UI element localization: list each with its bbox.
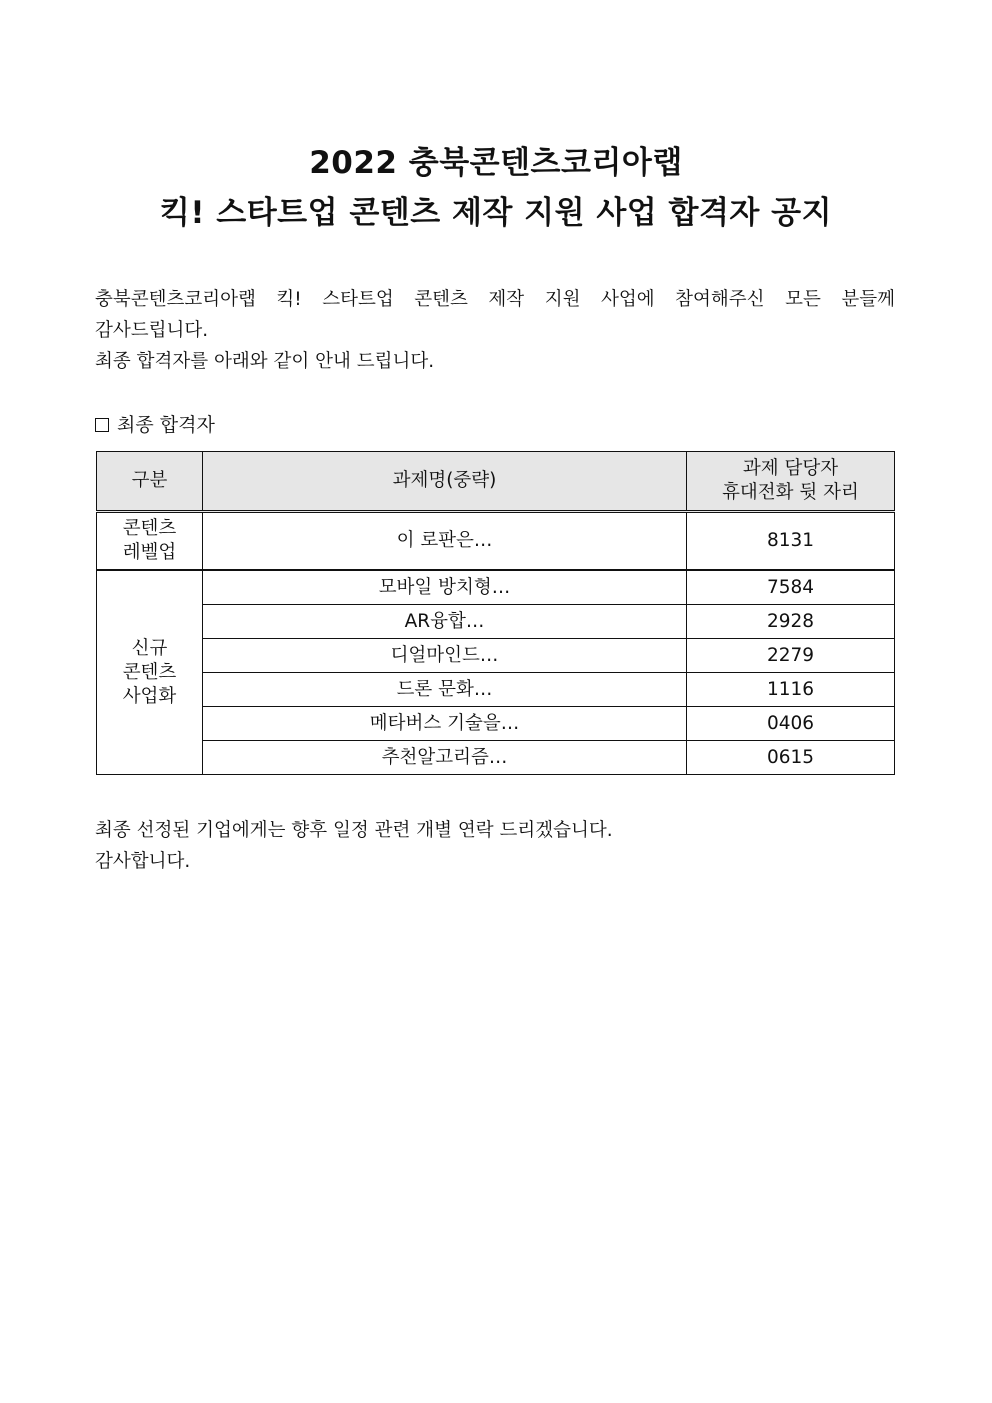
category-line: 사업화 bbox=[122, 685, 177, 707]
table-row bbox=[97, 673, 895, 707]
phone-cell: 7584 bbox=[687, 570, 895, 605]
page-title-line2: 킥! 스타트업 콘텐츠 제작 지원 사업 합격자 공지 bbox=[159, 195, 833, 231]
header-phone-line1: 과제 담당자 bbox=[742, 458, 839, 479]
closing-line-2: 감사합니다. bbox=[95, 851, 191, 872]
project-title-cell: AR융합… bbox=[203, 605, 687, 639]
section-heading bbox=[95, 410, 215, 437]
category-line: 콘텐츠 bbox=[122, 518, 177, 539]
project-title-cell: 메타버스 기술을… bbox=[203, 707, 687, 741]
project-title-cell: 이 로판은… bbox=[203, 512, 687, 571]
category-line: 레벨업 bbox=[122, 542, 177, 563]
table-row bbox=[97, 605, 895, 639]
intro-line-3: 최종 합격자를 아래와 같이 안내 드립니다. bbox=[95, 351, 435, 372]
phone-cell: 1116 bbox=[687, 673, 895, 707]
closing-paragraph bbox=[95, 815, 895, 877]
category-line: 콘텐츠 bbox=[122, 661, 177, 683]
category-cell bbox=[97, 512, 203, 571]
category-cell bbox=[97, 570, 203, 775]
header-category: 구분 bbox=[97, 452, 203, 512]
phone-cell: 8131 bbox=[687, 512, 895, 571]
table-row bbox=[97, 512, 895, 571]
project-title-cell: 디얼마인드… bbox=[203, 639, 687, 673]
table-row bbox=[97, 570, 895, 605]
table-row bbox=[97, 707, 895, 741]
intro-line-1: 충북콘텐츠코리아랩 킥! 스타트업 콘텐츠 제작 지원 사업에 참여해주신 모든 분들께 bbox=[95, 289, 895, 310]
project-title-cell: 추천알고리즘… bbox=[203, 741, 687, 775]
checkbox-square-icon bbox=[95, 418, 109, 432]
phone-cell: 0615 bbox=[687, 741, 895, 775]
header-phone-line2: 휴대전화 뒷 자리 bbox=[722, 482, 859, 503]
category-line: 신규 bbox=[131, 637, 168, 659]
table-row bbox=[97, 741, 895, 775]
intro-paragraph bbox=[95, 284, 895, 377]
page-title-line1: 2022 충북콘텐츠코리아랩 bbox=[309, 145, 683, 181]
result-table bbox=[96, 451, 895, 775]
header-phone bbox=[687, 452, 895, 512]
project-title-cell: 드론 문화… bbox=[203, 673, 687, 707]
project-title-cell: 모바일 방치형… bbox=[203, 570, 687, 605]
intro-line-2: 감사드립니다. bbox=[95, 320, 209, 341]
phone-cell: 0406 bbox=[687, 707, 895, 741]
section-heading-label: 최종 합격자 bbox=[117, 414, 215, 436]
closing-line-1: 최종 선정된 기업에게는 향후 일정 관련 개별 연락 드리겠습니다. bbox=[95, 820, 613, 841]
table-header-row bbox=[97, 452, 895, 512]
header-title: 과제명(중략) bbox=[203, 452, 687, 512]
phone-cell: 2928 bbox=[687, 605, 895, 639]
phone-cell: 2279 bbox=[687, 639, 895, 673]
table-row bbox=[97, 639, 895, 673]
